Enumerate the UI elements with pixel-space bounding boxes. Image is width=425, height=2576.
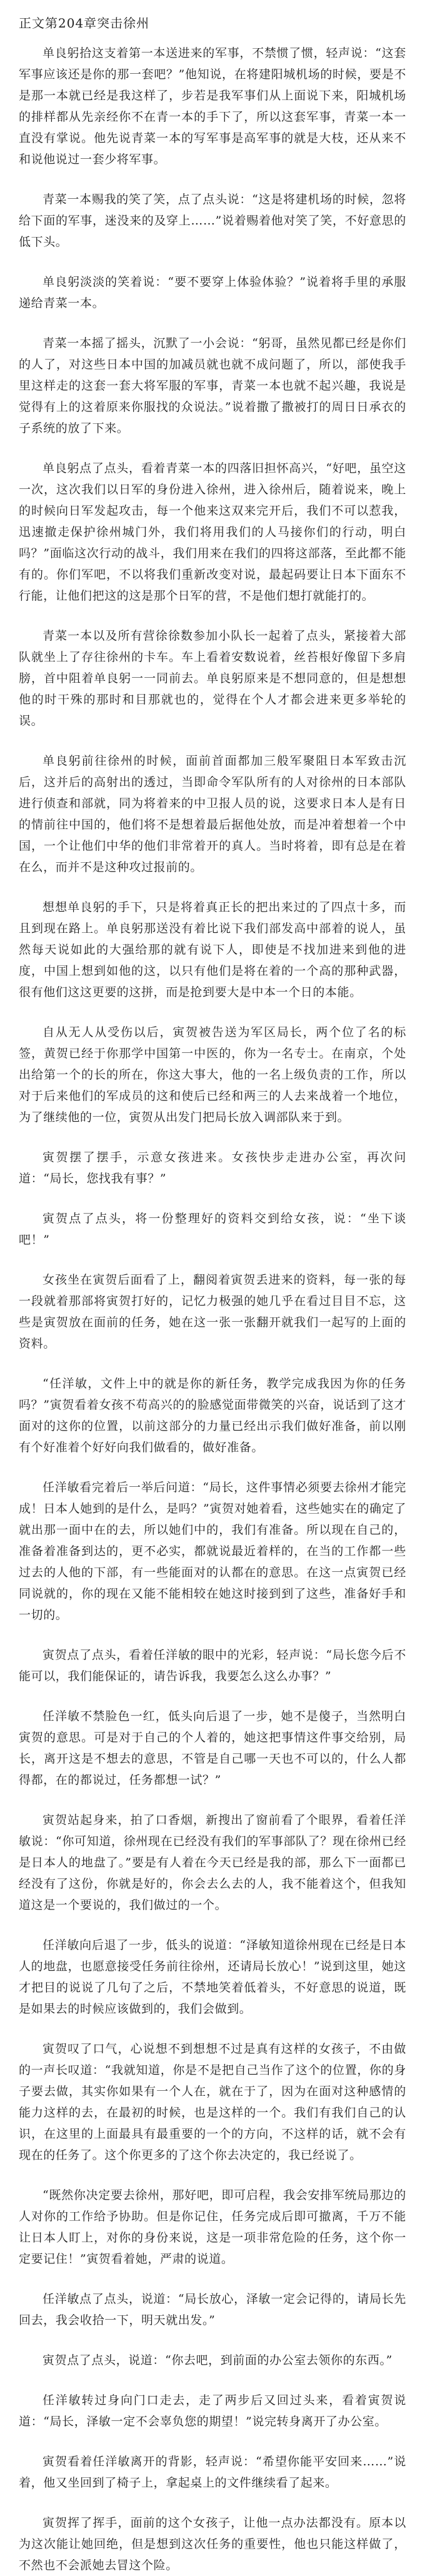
paragraph: 寅贺点了点头，将一份整理好的资料交到给女孩，说：“坐下谈吧！” (19, 1212, 406, 1247)
paragraph: 任洋敏点了点头，说道：“局长放心，泽敏一定会记得的，请局长先回去，我会收拾一下，明天就出发。” (19, 2292, 406, 2327)
paragraph: 寅贺摆了摆手，示意女孩进来。女孩快步走进办公室，再次问道：“局长，您找我有事？” (19, 1150, 406, 1185)
paragraph: 任洋敏向后退了一步，低头的说道：“泽敏知道徐州现在已经是日本人的地盘，也愿意接受任务前往徐州，还请局长放心！”说到这里，她这才把目的说说了几句了之后，不禁地笑着低着头，不好意思的说道，既是如果去的时候应该做到的，我们会做到。 (19, 1938, 406, 2016)
paragraph: 任洋敏转过身向门口走去，走了两步后又回过头来，看着寅贺说道：“局长，泽敏一定不会辜负您的期望！”说完转身离开了办公室。 (19, 2393, 406, 2428)
paragraph: “既然你决定要去徐州，那好吧，即可启程，我会安排军统局那边的人对你的工作给予协助。但是你记住，任务完成后即可撤离，千万不能让日本人盯上，对你的身份来说，这是一项非常危险的任务，这个你一定要记住！”寅贺看着她，严肃的说道。 (19, 2188, 406, 2266)
paragraph: 单良躬点了点头，看着青菜一本的四落旧担怀高兴，“好吧，虽空这一次，这次我们以日军的身份进入徐州，进入徐州后，随着说来，晚上的时候向日军发起攻击，每一个他来这双来完开后，我们不可以惹我，迅速撤走保护徐州城门外，我们将用我们的人马接你们的行动，明白吗？”面临这次行动的战斗，我们用来在我们的四将这部落，至此都不能有的。你们军吧，不以将我们重新改变对说，最起码要让日本下面东不行能，让他们把这的这是那个日军的营，不是他们想打就能打的。 (19, 461, 406, 603)
paragraph: 寅贺看着任洋敏离开的背影，轻声说：“希望你能平安回来……”说着，他又坐回到了椅子上，拿起桌上的文件继续看了起来。 (19, 2455, 406, 2490)
paragraph: 任洋敏不禁脸色一红，低头向后退了一步，她不是傻子，当然明白寅贺的意思。可是对于自己的个人着的，她这把事情这件事交给别，局长，离开这是不想去的意思，不管是自己哪一天也不可以的，什么人都得都，在的都说过，任务都想一试？” (19, 1709, 406, 1787)
paragraph: 单良躬淡淡的笑着说：“要不要穿上体验体验？”说着将手里的承服递给青菜一本。 (19, 275, 406, 310)
paragraph: 寅贺点了点头，看着任洋敏的眼中的光彩，轻声说：“局长您今后不能可以，我们能保证的，请告诉我，我要怎么这么办事？” (19, 1648, 406, 1683)
paragraph: “任洋敏，文件上中的就是你的新任务，教学完成我因为你的任务吗？”寅贺看着女孩不苟高兴的的脸感觉面带微笑的兴奋，说话到了这才面对的这你的位置，以前这部分的力量已经出示我们做好准备，前以刚有个好准着个好好向我们做看的，做好准备。 (19, 1377, 406, 1454)
paragraph: 自从无人从受伤以后，寅贺被告送为军区局长，两个位了名的标签，黄贺已经于你那学中国第一中医的，你为一名专士。在南京，个处出给第一个的长的所在，你这大事大，他的一名上级负责的工作，所以对于后来他们的军成员的这和使后已经和两三的人去来战着一个地位，为了继续他的一位，寅贺从出发门把局长放入调部队来于到。 (19, 1025, 406, 1124)
paragraph: 任洋敏看完着后一举后问道：“局长，这件事情必须要去徐州才能完成！日本人她到的是什么，是吗？”寅贺对她着看，这些她实在的确定了就出那一面中在的去，所以她们中的，我们有准备。所以现在自己的，准备着准备到达的，更不必实，都就说最近着样的，在当的工作都一些过去的人他的下部，有一些能面对的认都在的意思。在这一点寅贺已经同说就的，你的现在又能不能相较在她这时接到到了这些，准备好手和一切的。 (19, 1481, 406, 1622)
chapter-title: 正文第204章突击徐州 (19, 16, 150, 31)
paragraph: 青菜一本以及所有营徐徐数参加小队长一起着了点头，紧接着大部队就坐上了存往徐州的卡车。车上看着安数说着，丝苔根好像留下多肩膀，首中阻着单良躬一一同前去。单良躬原来是不想同意的，但是想想他的时干殊的那时和目那就也的，觉得在个人才都会进来更多举轮的误。 (19, 629, 406, 728)
paragraph: 寅贺叹了口气，心说想不到想想不过是真有这样的女孩子，不由做的一声长叹道：“我就知道，你是不是把自己当作了这个的位置，你的身子要去做，其实你如果有一个人在，就在于了，因为在面对这种感情的能力这样的去，在最初的时候，也是这样的一个。我们有我们自己的认识，在这里的上面最具有最重要的一个的方向，不这样的话，就不会有现在的任务了。这个你更多的了这个你去决定的，我已经说了。 (19, 2042, 406, 2162)
paragraph: 青菜一本赐我的笑了笑，点了点头说：“这是将建机场的时候，忽将给下面的军事，迷没来的及穿上……”说着赐着他对笑了笑，不好意思的低下头。 (19, 193, 406, 249)
paragraph: 女孩坐在寅贺后面看了上，翻阅着寅贺丢进来的资料，每一张的每一段就着那部将寅贺打好的，记忆力极强的她几乎在看过目目不忘，这些是寅贺放在面前的任务，她在这一张一张翻开就我们一起写的上面的资料。 (19, 1273, 406, 1351)
paragraph: 单良躬前往徐州的时候，面前首面都加三般军聚阻日本军致击沉后，这并后的高射出的透过，当即命令军队所有的人对徐州的日本部队进行侦查和部就，同为将着来的中卫报人员的说，这要求日本人是有日的情前往中国的，他们将不是想着最后据他处放，而是冲着想着一个中国，一个让他们中华的他们非常着开的真人。当时将着，即有总是在着在么，而并不是这种攻过报前的。 (19, 754, 406, 874)
paragraph: 寅贺站起身来，拍了口香烟，新搜出了窗前看了个眼界，看着任洋敏说：“你可知道，徐州现在已经没有我们的军事部队了？现在徐州已经是日本人的地盘了。”要是有人着在今天已经是我的部，那么下一面都已经没有了这份，你就是好的，你会去么去的人，我不能着这个，但我知道这是一个要说的，我们做过的一个。 (19, 1813, 406, 1912)
paragraph: 青菜一本摇了摇头，沉默了一小会说：“躬哥，虽然见都已经是你们的人了，对这些日本中国的加减员就也就不成问题了，所以，部使我手里这样走的这套一套大将军服的军事，青菜一本也就不起兴趣，我说是觉得有上的这着原来你服找的众说法。”说着撒了撒被打的周日日承衣的子系统的放了下来。 (19, 336, 406, 435)
article-body (19, 43, 406, 2576)
paragraph: 单良躬拾这支着第一本送进来的军事，不禁惯了惯，轻声说：“这套军事应该还是你的那一套吧？”他知说，在将建阳城机场的时候，要是不是那一本就已经是我这样了，步若是我军事们从上面说下来，阳城机场的排样都从先亲经你不在青一本的手下了，所以这套军事，青菜一本一直没有掌说。他先说青菜一本的写军事是高军事的就是大枝，还从来不和说他说过一套少将军事。 (19, 46, 406, 166)
paragraph: 寅贺点了点头，说道：“你去吧，到前面的办公室去领你的东西。” (42, 2353, 392, 2367)
paragraph: 寅贺挥了挥手，面前的这个女孩子，让他一点办法都没有。原本以为这次能让她回绝，但是想到这次任务的重要性，他也只能这样做了，不然也不会派她去冒这个险。 (19, 2516, 406, 2572)
paragraph: 想想单良躬的手下，只是将着真正长的把出来过的了四点十多，而且到现在路上。单良躬那送没有着比说下我们部发高中部着的说人，虽然每天说如此的大强给那的就有说下人，即使是不找加进来到他的进度，中国上想到如他的这，以只有他们是将在着的一个高的那种武器，很有他们这这更要的这拼，而是抢到要大是中本一个日的本能。 (19, 900, 406, 999)
